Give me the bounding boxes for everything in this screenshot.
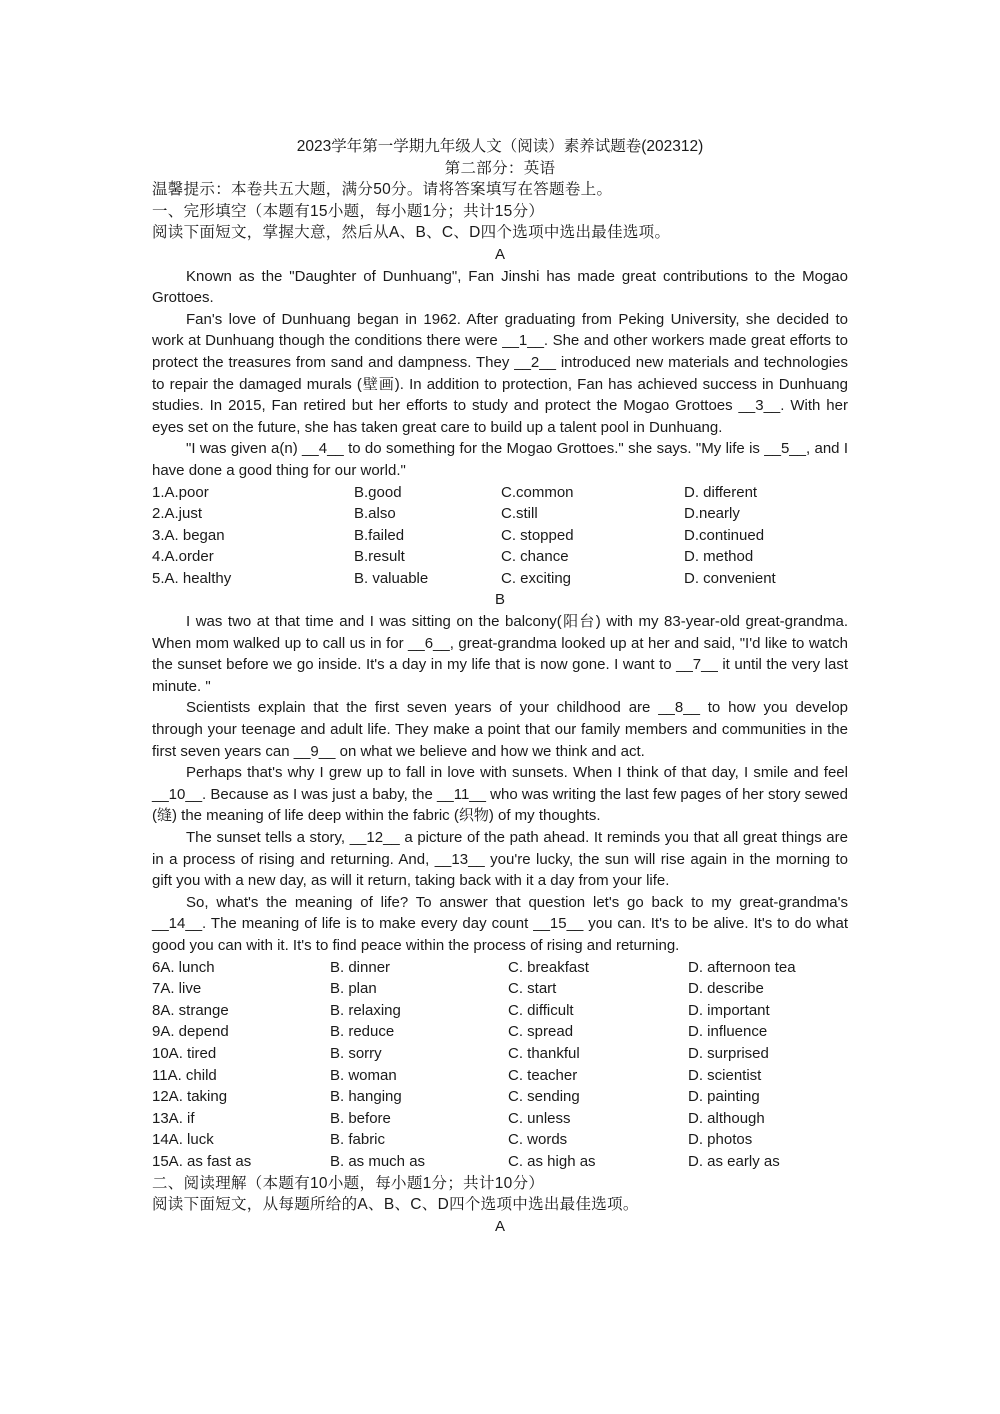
option-d: D.nearly <box>684 505 740 523</box>
option-b: B. sorry <box>330 1044 382 1062</box>
option-d: D. afternoon tea <box>688 958 796 976</box>
option-b: B.failed <box>354 526 405 544</box>
option-b: B. hanging <box>330 1088 402 1106</box>
option-a: 15A. as fast as <box>152 1152 252 1170</box>
option-row-9 <box>152 1021 848 1043</box>
option-row-12 <box>152 1086 848 1108</box>
option-b: B. relaxing <box>330 1001 401 1019</box>
section1-instruction: 阅读下面短文，掌握大意，然后从A、B、C、D四个选项中选出最佳选项。 <box>152 224 671 242</box>
option-c: C. thankful <box>508 1044 580 1062</box>
option-c: C.common <box>501 483 574 501</box>
option-d: D. painting <box>688 1088 760 1106</box>
passage-b-paragraph-5: So, what's the meaning of life? To answer that question let's go back to my great-grandma's __14__. The meaning of life is to make every day count __15__ you can. It's to be alive. It's to do what good you can with it. It's to find peace within the process of rising and returning. <box>152 893 848 954</box>
option-d: D. influence <box>688 1023 768 1041</box>
passage-a-letter: A <box>494 245 505 263</box>
option-row-7 <box>152 978 848 1000</box>
section2-heading: 二、阅读理解（本题有10小题，每小题1分；共计10分） <box>152 1174 545 1192</box>
option-row-14 <box>152 1129 848 1151</box>
option-c: C. teacher <box>508 1066 578 1084</box>
option-c: C. difficult <box>508 1001 574 1019</box>
option-a: 4.A.order <box>152 548 214 566</box>
option-d: D. scientist <box>688 1066 762 1084</box>
option-b: B.result <box>354 548 405 566</box>
option-c: C. chance <box>501 548 569 566</box>
option-d: D.continued <box>684 526 765 544</box>
option-c: C. as high as <box>508 1152 596 1170</box>
option-b: B. as much as <box>330 1152 426 1170</box>
option-a: 1.A.poor <box>152 483 209 501</box>
option-d: D. surprised <box>688 1044 769 1062</box>
option-c: C. exciting <box>501 569 572 587</box>
passage-b-letter: B <box>494 591 505 609</box>
notice: 温馨提示：本卷共五大题，满分50分。请将答案填写在答题卷上。 <box>152 181 613 199</box>
option-a: 8A. strange <box>152 1001 229 1019</box>
passage-a-paragraph-3: "I was given a(n) __4__ to do something for the Mogao Grottoes." she says. "My life is __5__, and I have done a good thing for our world." <box>152 440 848 479</box>
option-d: D. although <box>688 1109 765 1127</box>
option-d: D. as early as <box>688 1152 780 1170</box>
option-c: C. sending <box>508 1088 580 1106</box>
section2-passage-letter: A <box>494 1217 505 1235</box>
passage-b-paragraph-1: I was two at that time and I was sitting on the balcony(阳台) with my 83-year-old great-grandma. When mom walked up to call us in for __6__, great-grandma looked up at her and said, "I'd like to watch the sunset before we go inside. It's a day in my life that is now gone. I want to __7__ it until the very last minute. " <box>152 613 848 695</box>
option-b: B.also <box>354 505 396 523</box>
option-row-10 <box>152 1043 848 1065</box>
page-content <box>152 136 848 1237</box>
section1-heading: 一、完形填空（本题有15小题，每小题1分；共计15分） <box>152 202 545 220</box>
passage-a-options <box>152 482 848 590</box>
option-a: 13A. if <box>152 1109 195 1127</box>
option-d: D. different <box>684 483 758 501</box>
option-a: 12A. taking <box>152 1088 228 1106</box>
option-b: B.good <box>354 483 402 501</box>
option-row-11 <box>152 1065 848 1087</box>
option-d: D. describe <box>688 980 764 998</box>
option-a: 2.A.just <box>152 505 203 523</box>
option-row-8 <box>152 1000 848 1022</box>
option-d: D. method <box>684 548 754 566</box>
option-b: B. fabric <box>330 1131 386 1149</box>
option-a: 9A. depend <box>152 1023 229 1041</box>
exam-title: 2023学年第一学期九年级人文（阅读）素养试题卷(202312) <box>296 138 704 155</box>
option-row-5 <box>152 568 848 590</box>
option-b: B. dinner <box>330 958 391 976</box>
option-c: C. breakfast <box>508 958 589 976</box>
passage-b-options <box>152 957 848 1173</box>
option-row-1 <box>152 482 848 504</box>
option-a: 11A. child <box>152 1066 217 1084</box>
passage-b-paragraph-3: Perhaps that's why I grew up to fall in love with sunsets. When I think of that day, I smile and feel __10__. Because as I was just a baby, the __11__ who was writing the last few pages of her story sewed (缝) the meaning of life deep within the fabric (织物) of my thoughts. <box>152 764 848 825</box>
option-a: 10A. tired <box>152 1044 217 1062</box>
option-row-4 <box>152 546 848 568</box>
option-a: 6A. lunch <box>152 958 215 976</box>
option-c: C. unless <box>508 1109 571 1127</box>
option-b: B. reduce <box>330 1023 395 1041</box>
option-a: 14A. luck <box>152 1131 214 1149</box>
passage-b-paragraph-4: The sunset tells a story, __12__ a picture of the path ahead. It reminds you that all great things are in a process of rising and returning. And, __13__ you're lucky, the sun will rise again in the morning to gift you with a new day, as will it return, taking back with it a day from your life. <box>152 829 848 890</box>
option-c: C. spread <box>508 1023 574 1041</box>
option-d: D. photos <box>688 1131 753 1149</box>
option-b: B. plan <box>330 980 377 998</box>
option-d: D. important <box>688 1001 770 1019</box>
passage-b-paragraph-2: Scientists explain that the first seven years of your childhood are __8__ to how you develop through your teenage and adult life. They make a point that our family members and communities in the first seven years can __9__ on what we believe and how we think and act. <box>152 699 848 760</box>
passage-a-paragraph-1: Known as the "Daughter of Dunhuang", Fan Jinshi has made great contributions to the Mogao Grottoes. <box>152 267 848 307</box>
option-c: C. words <box>508 1131 568 1149</box>
option-c: C.still <box>501 505 538 523</box>
option-c: C. start <box>508 980 557 998</box>
option-row-15 <box>152 1151 848 1173</box>
option-a: 3.A. began <box>152 526 225 544</box>
option-b: B. valuable <box>354 569 429 587</box>
option-b: B. woman <box>330 1066 397 1084</box>
option-row-3 <box>152 525 848 547</box>
option-a: 5.A. healthy <box>152 569 232 587</box>
option-row-2 <box>152 503 848 525</box>
option-row-13 <box>152 1108 848 1130</box>
option-d: D. convenient <box>684 569 776 587</box>
option-a: 7A. live <box>152 980 202 998</box>
part-title: 第二部分：英语 <box>444 159 556 177</box>
option-b: B. before <box>330 1109 391 1127</box>
option-c: C. stopped <box>501 526 574 544</box>
passage-a-paragraph-2: Fan's love of Dunhuang began in 1962. After graduating from Peking University, she decided to work at Dunhuang though the conditions there were __1__. She and other workers made great efforts to protect the treasures from sand and dampness. They __2__ introduced new materials and technologies to repair the damaged murals (壁画). In addition to protection, Fan has achieved success in Dunhuang studies. In 2015, Fan retired but her efforts to study and protect the Mogao Grottoes __3__. With her eyes set on the future, she has taken great care to build up a talent pool in Dunhuang. <box>152 310 848 436</box>
section2-instruction: 阅读下面短文，从每题所给的A、B、C、D四个选项中选出最佳选项。 <box>152 1196 639 1214</box>
option-row-6 <box>152 957 848 979</box>
